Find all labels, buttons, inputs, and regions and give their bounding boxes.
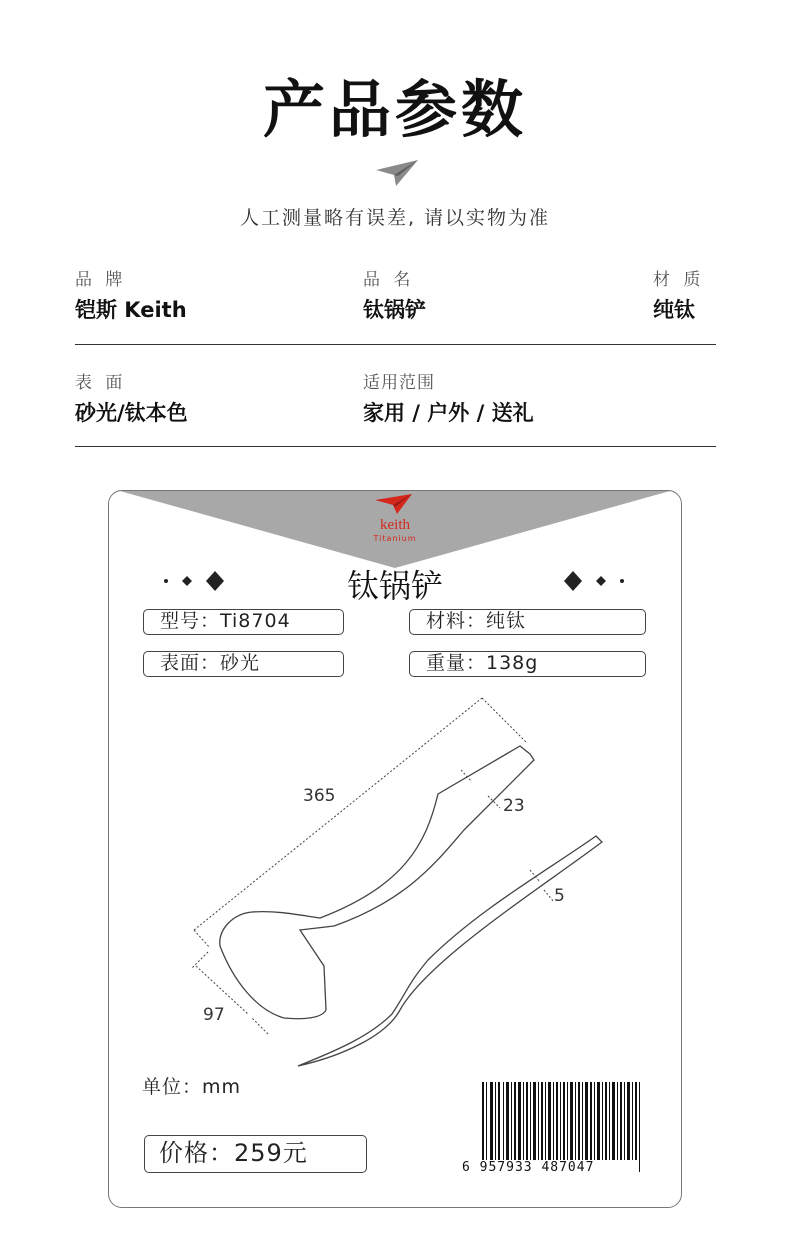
brand-value: 铠斯 Keith	[75, 298, 187, 322]
dimension-head-label: 97	[203, 1005, 225, 1025]
dimension-handle	[461, 770, 500, 808]
model-box: 型号：Ti8704	[143, 609, 344, 635]
product-name-value: 钛锅铲	[363, 298, 426, 322]
material-value: 纯钛	[653, 298, 695, 322]
surface-box: 表面：砂光	[143, 651, 344, 677]
price-box: 价格：259元	[144, 1135, 367, 1173]
dimension-length-label: 365	[303, 786, 336, 806]
logo-text: keith	[380, 517, 410, 533]
dimension-length	[194, 698, 526, 948]
surface-label: 表 面	[75, 373, 127, 393]
card-product-title: 钛锅铲	[346, 567, 443, 605]
product-name-label: 品 名	[363, 270, 415, 290]
dimension-thickness-label: 5	[554, 886, 565, 906]
material-box: 材料：纯钛	[409, 609, 646, 635]
barcode-number: 6 957933 487047	[462, 1160, 638, 1175]
usage-label: 适用范围	[363, 373, 435, 393]
spatula-side-drawing	[298, 836, 602, 1066]
divider	[75, 344, 716, 345]
logo-subtext: Titanium	[373, 534, 417, 543]
material-label: 材 质	[653, 270, 705, 290]
weight-box: 重量：138g	[409, 651, 646, 677]
dimension-handle-label: 23	[503, 796, 525, 816]
barcode	[482, 1082, 640, 1172]
paper-plane-icon	[376, 160, 418, 186]
divider	[75, 446, 716, 447]
surface-value: 砂光/钛本色	[75, 401, 188, 425]
page-title: 产品参数	[262, 73, 527, 146]
spatula-front-drawing	[220, 746, 534, 1019]
measurement-note: 人工测量略有误差, 请以实物为准	[239, 207, 551, 229]
usage-value: 家用 / 户外 / 送礼	[363, 401, 534, 425]
unit-label: 单位：mm	[142, 1076, 242, 1098]
brand-label: 品 牌	[75, 270, 127, 290]
